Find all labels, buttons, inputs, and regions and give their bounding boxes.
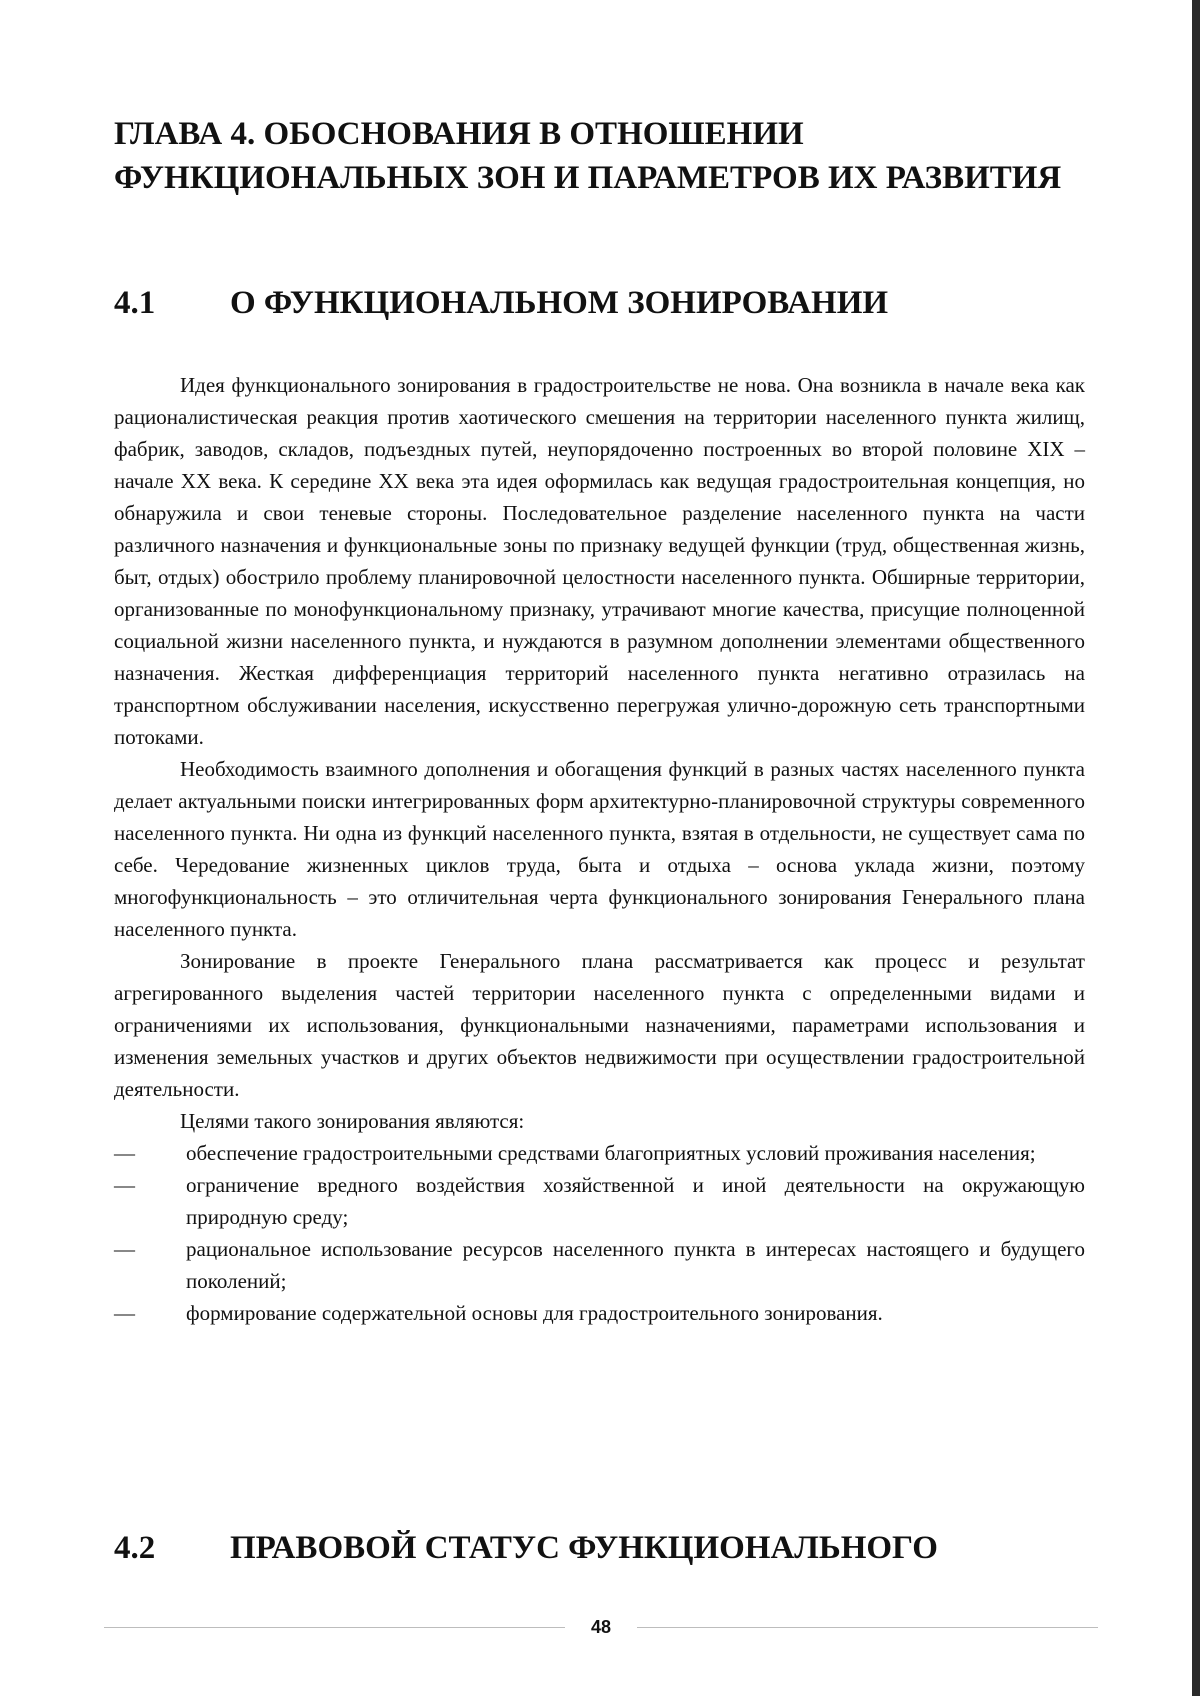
- list-item-text: ограничение вредного воздействия хозяйственной и иной деятельности на окружающую природную среду;: [186, 1173, 1085, 1229]
- list-item-text: формирование содержательной основы для градостроительного зонирования.: [186, 1301, 883, 1325]
- page-edge-bar: [1192, 0, 1200, 1696]
- paragraph: Необходимость взаимного дополнения и обогащения функций в разных частях населенного пункта делает актуальными поиски интегрированных форм архитектурно-планировочной структуры современного населенного пункта. Ни одна из функций населенного пункта, взятая в отдельности, не существует сама по себе. Чередование жизненных циклов труда, быта и отдыха – основа уклада жизни, поэтому многофункциональность – это отличительная черта функционального зонирования Генерального плана населенного пункта.: [114, 757, 1085, 941]
- dash-bullet: —: [114, 1141, 135, 1165]
- paragraph: Идея функционального зонирования в градостроительстве не нова. Она возникла в начале века как рационалистическая реакция против хаотического смешения на территории населенного пункта жилищ, фабрик, заводов, складов, подъездных путей, неупорядоченно построенных во второй половине XIX – начале XX века. К середине XX века эта идея оформилась как ведущая градостроительная концепция, но обнаружила и свои теневые стороны. Последовательное разделение населенного пункта на части различного назначения и функциональные зоны по признаку ведущей функции (труд, общественная жизнь, быт, отдых) обострило проблему планировочной целостности населенного пункта. Обширные территории, организованные по монофункциональному признаку, утрачивают многие качества, присущие полноценной социальной жизни населенного пункта, и нуждаются в разумном дополнении элементами общественного назначения. Жесткая дифференциация территорий населенного пункта негативно отразилась на транспортном обслуживании населения, искусственно перегружая улично-дорожную сеть транспортными потоками.: [114, 373, 1085, 749]
- section-heading-4-2: [114, 1526, 1114, 1570]
- list-item-text: обеспечение градостроительными средствами благоприятных условий проживания населения;: [186, 1141, 1036, 1165]
- list-item: [114, 1297, 1085, 1329]
- section-body: [114, 369, 1085, 1329]
- page-footer: [104, 1611, 1098, 1643]
- section-number: 4.1: [114, 285, 156, 321]
- section-heading-4-1: [114, 281, 1114, 325]
- list-item-text: рациональное использование ресурсов населенного пункта в интересах настоящего и будущего поколений;: [186, 1237, 1085, 1293]
- section-title: О ФУНКЦИОНАЛЬНОМ ЗОНИРОВАНИИ: [230, 285, 889, 321]
- dash-bullet: —: [114, 1173, 135, 1197]
- section-number: 4.2: [114, 1530, 156, 1566]
- section-title: ПРАВОВОЙ СТАТУС ФУНКЦИОНАЛЬНОГО: [230, 1530, 938, 1566]
- footer-rule-left: [104, 1627, 565, 1628]
- goals-intro: Целями такого зонирования являются:: [180, 1109, 525, 1133]
- list-item: [114, 1137, 1085, 1169]
- goals-list: [114, 1137, 1085, 1329]
- list-item: [114, 1233, 1085, 1297]
- dash-bullet: —: [114, 1237, 135, 1261]
- list-item: [114, 1169, 1085, 1233]
- dash-bullet: —: [114, 1301, 135, 1325]
- footer-rule-right: [637, 1627, 1098, 1628]
- paragraph: Зонирование в проекте Генерального плана рассматривается как процесс и результат агрегированного выделения частей территории населенного пункта с определенными видами и ограничениями их использования, функциональными назначениями, параметрами использования и изменения земельных участков и других объектов недвижимости при осуществлении градостроительной деятельности.: [114, 949, 1085, 1101]
- chapter-title: ГЛАВА 4. ОБОСНОВАНИЯ В ОТНОШЕНИИ ФУНКЦИОНАЛЬНЫХ ЗОН И ПАРАМЕТРОВ ИХ РАЗВИТИЯ: [114, 116, 1062, 196]
- page-number: 48: [590, 1616, 612, 1637]
